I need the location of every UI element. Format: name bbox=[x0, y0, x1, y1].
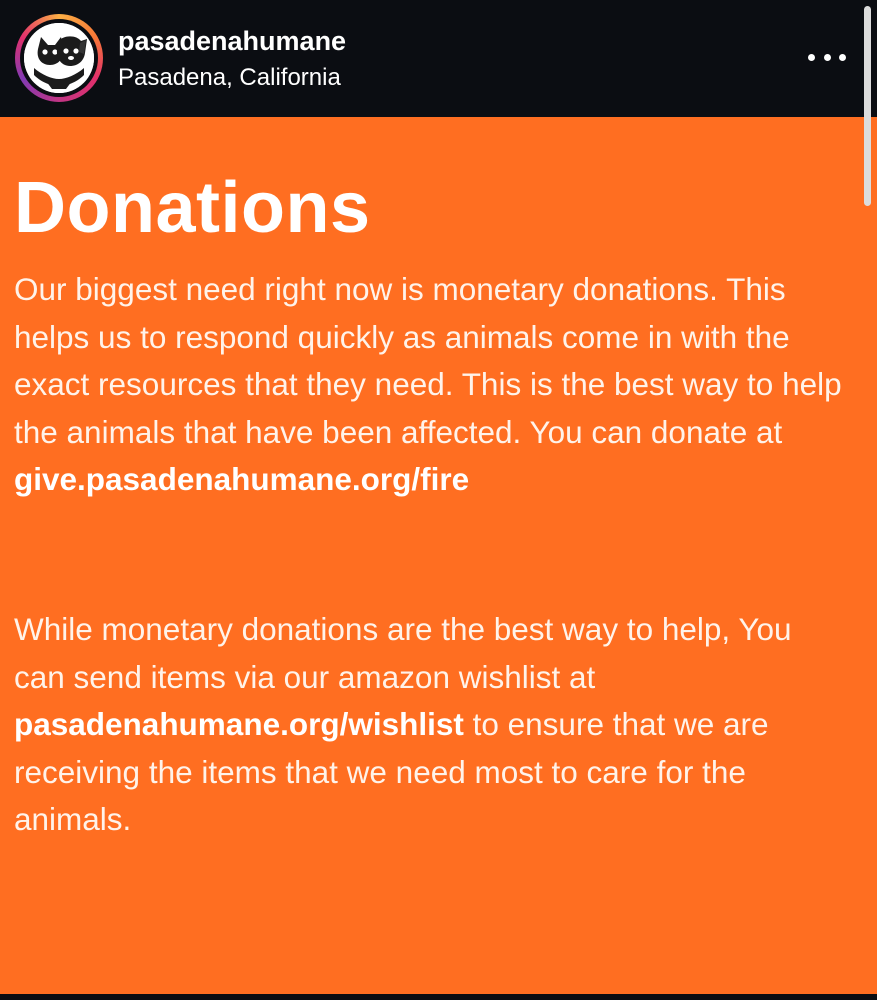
donate-link: give.pasadenahumane.org/fire bbox=[14, 461, 470, 497]
scrollbar-thumb[interactable] bbox=[864, 6, 871, 206]
location-tag[interactable]: Pasadena, California bbox=[118, 64, 341, 91]
story-ring[interactable] bbox=[15, 14, 103, 102]
paragraph-wishlist bbox=[14, 606, 844, 844]
wishlist-link: pasadenahumane.org/wishlist bbox=[14, 706, 464, 742]
post-header bbox=[0, 0, 877, 117]
username[interactable]: pasadenahumane bbox=[118, 26, 347, 56]
paragraph-text: to ensure that we are receiving the items that we need most to care for the animals. bbox=[14, 706, 769, 837]
more-options-icon[interactable] bbox=[808, 42, 846, 72]
dot-icon bbox=[808, 54, 815, 61]
post-title: Donations bbox=[14, 168, 371, 248]
paragraph-monetary-donations bbox=[14, 266, 844, 504]
pasadena-humane-logo-icon bbox=[24, 23, 94, 93]
bottom-edge bbox=[0, 994, 877, 1000]
dot-icon bbox=[839, 54, 846, 61]
avatar[interactable] bbox=[20, 19, 98, 97]
paragraph-text: Our biggest need right now is monetary donations. This helps us to respond quickly as animals come in with the exact resources that they need. This is the best way to help the animals that have been affected. You can donate at bbox=[14, 271, 842, 450]
dot-icon bbox=[824, 54, 831, 61]
paragraph-text: While monetary donations are the best way to help, You can send items via our amazon wishlist at bbox=[14, 611, 792, 695]
